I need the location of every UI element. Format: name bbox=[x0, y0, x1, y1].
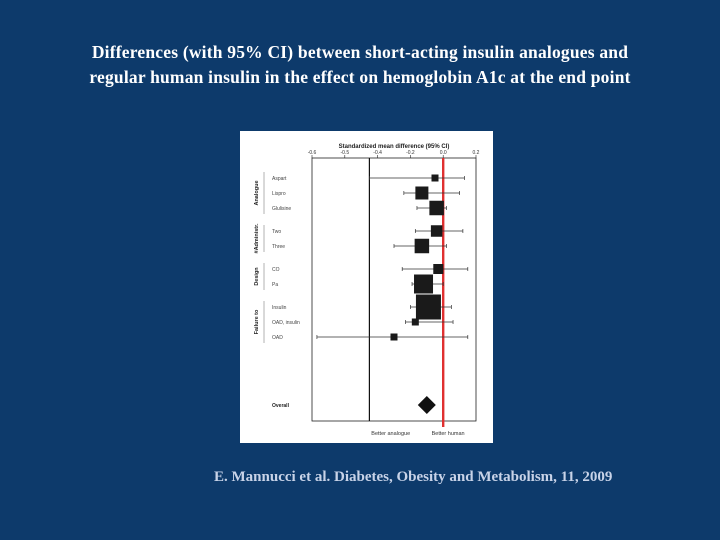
row-label: CO bbox=[272, 267, 280, 273]
x-tick-label: -0.2 bbox=[406, 150, 415, 156]
slide-title bbox=[40, 40, 680, 89]
effect-marker bbox=[412, 319, 419, 326]
overall-diamond bbox=[418, 396, 436, 414]
effect-marker bbox=[414, 275, 433, 294]
forest-plot bbox=[240, 131, 493, 443]
row-label: Glulisine bbox=[272, 206, 292, 212]
x-tick-label: -0.4 bbox=[373, 150, 382, 156]
row-label: Insulin bbox=[272, 305, 287, 311]
x-tick-label: -0.5 bbox=[340, 150, 350, 156]
row-label: Pa bbox=[272, 282, 279, 288]
slide-title-line-1: Differences (with 95% CI) between short-acting insulin analogues and bbox=[91, 42, 629, 62]
effect-marker bbox=[432, 175, 439, 182]
group-label: Design bbox=[254, 267, 260, 286]
slide-title-line-2: regular human insulin in the effect on hemoglobin A1c at the end point bbox=[89, 66, 631, 87]
row-label: Lispro bbox=[272, 191, 286, 197]
forest-plot-figure bbox=[240, 131, 493, 443]
forest-header-title: Standardized mean difference (95% CI) bbox=[338, 144, 450, 150]
group-label: Failure to bbox=[254, 309, 260, 335]
x-tick-label: -0.6 bbox=[307, 150, 317, 156]
group-label: Analogue bbox=[254, 180, 260, 206]
favours-right-label: Better human bbox=[431, 431, 465, 437]
plot-frame bbox=[312, 158, 476, 421]
citation: E. Mannucci et al. Diabetes, Obesity and Metabolism, 11, 2009 bbox=[214, 469, 613, 485]
row-label: OAD, insulin bbox=[272, 320, 300, 326]
x-tick-label: 0.2 bbox=[472, 150, 480, 156]
effect-marker bbox=[431, 225, 443, 237]
row-label: OAD bbox=[272, 335, 283, 341]
overall-label: Overall bbox=[272, 403, 289, 409]
effect-marker bbox=[429, 201, 444, 216]
effect-marker bbox=[391, 334, 398, 341]
row-label: Two bbox=[272, 229, 282, 235]
effect-marker bbox=[416, 295, 441, 320]
effect-marker bbox=[433, 264, 443, 274]
row-label: Three bbox=[272, 244, 286, 250]
favours-left-label: Better analogue bbox=[371, 431, 411, 437]
group-label: #Administr. bbox=[254, 223, 260, 254]
row-label: Aspart bbox=[272, 176, 287, 182]
x-tick-label: 0.0 bbox=[439, 150, 447, 156]
effect-marker bbox=[415, 187, 428, 200]
effect-marker bbox=[415, 239, 430, 254]
